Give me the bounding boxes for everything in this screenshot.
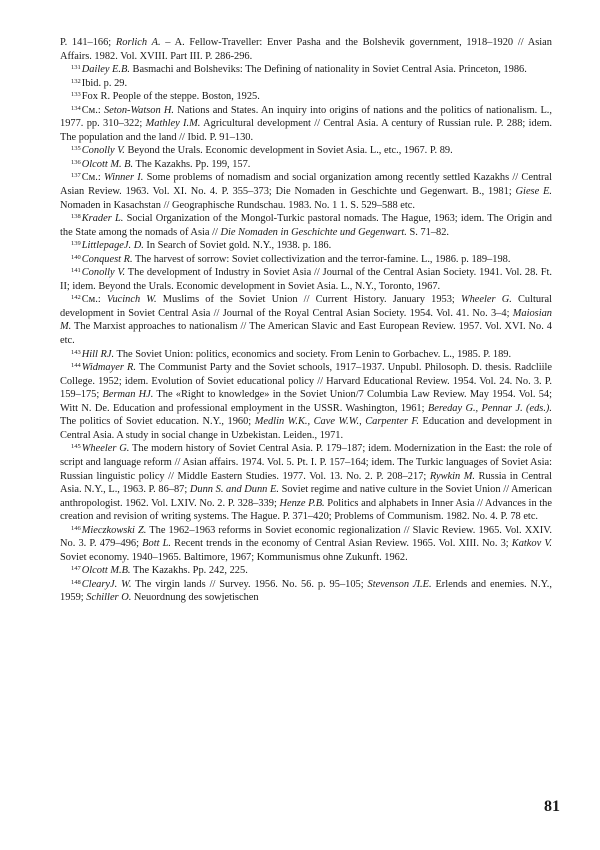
footnote <box>60 524 552 565</box>
footnote <box>60 578 552 605</box>
footnote-author: Katkov V. <box>511 538 552 550</box>
footnote-text: The 1962–1963 reforms in Soviet economic regionalization // Slavic Review. 1965. Vol. XXIV. No. 3. P. 479–496; <box>60 524 552 550</box>
footnote <box>60 293 552 347</box>
footnote-author: Schiller O. <box>86 592 132 604</box>
footnote-text: См.: <box>81 172 105 184</box>
footnote-text: Neuordnung des sowjetischen <box>131 592 259 604</box>
footnotes-page <box>60 36 552 605</box>
footnote-author: Wheeler G. <box>81 443 130 455</box>
footnote <box>60 144 552 158</box>
footnote-text: Erlends and enemies. N.Y., 1959; <box>60 578 552 604</box>
footnote-text: The Communist Party and the Soviet schools, 1917–1937. Unpubl. Philosoph. D. thesis. Radcliile College. 1952; idem. Evolution of Soviet educational policy // Harvard Educational Review. 1954. Vol. 24. No. 3. P. 159–175; <box>60 362 552 401</box>
footnote-author: Rywkin M. <box>429 470 476 482</box>
footnote-text: The harvest of sorrow: Soviet collectivization and the terror-famine. L., 1986. p. 189–198. <box>132 253 511 265</box>
footnote-text: Education and development in Central Asia. A study in social change in Uzbekistan. Leiden., 1971. <box>60 416 552 441</box>
footnote-author: Widmayer R. <box>81 362 136 374</box>
footnote-text: См.: <box>81 294 107 306</box>
footnote-author: Winner I. <box>104 172 144 184</box>
footnote-number: 134 <box>71 104 81 112</box>
footnote-number: 131 <box>71 64 81 72</box>
footnote-author: Dunn S. and Dunn E. <box>189 484 279 496</box>
footnote-author: Olcott M.B. <box>81 565 131 577</box>
footnote-number: 140 <box>71 253 81 261</box>
footnote-number: 145 <box>71 443 81 451</box>
page-number: 81 <box>544 798 560 815</box>
footnote-author: Giese E. <box>515 186 552 198</box>
footnote <box>60 171 552 212</box>
footnote-text: См.: <box>81 104 104 116</box>
footnote-author: Die Nomaden in Geschichte und Gegenwart. <box>220 226 407 238</box>
footnote-author: LittlepageJ. D. <box>81 240 144 252</box>
footnote-list <box>60 36 552 605</box>
footnote-author: Conolly V. <box>81 145 125 157</box>
footnote-text: Nomaden in Kasachstan // Geographische Rundschau. 1983. No. 1 1. S. 529–588 etc. <box>60 199 415 211</box>
footnote-text: Soviet economy. 1940–1965. Baltimore, 1967; Kommunismus ohne Zukunft. 1962. <box>60 551 408 563</box>
footnote-text: The Kazakhs. Pp. 242, 225. <box>130 565 248 577</box>
footnote <box>60 104 552 145</box>
footnote-number: 141 <box>71 267 81 275</box>
footnote-text: Ibid. p. 29. <box>81 77 128 89</box>
footnote <box>60 239 552 253</box>
footnote-number: 139 <box>71 240 81 248</box>
footnote-text: The Soviet Union: politics, economics and society. From Lenin to Gorbachev. L., 1985. P. 189. <box>114 348 512 360</box>
footnote-author: Olcott M. B. <box>81 158 134 170</box>
footnote-text: The modern history of Soviet Central Asia. P. 179–187; idem. Modernization in the East: the role of script and language reform // Asian affairs. 1974. Vol. 5. Pt. I. P. 157–164; idem. The Turkic languages of Soviet Asia: Russian linguistic policy // Middle Eastern Studies. 1977. Vol. 13. No. 2. P. 208–217; <box>60 443 552 482</box>
footnote <box>60 212 552 239</box>
footnote-text: The «Right to knowledge» in the Soviet Union/7 Columbia Law Review. May 1954. Vol. 54; Witt N. De. Education and professional employment in the USSR. Washington, 1961; <box>60 389 552 414</box>
footnote-text: The development of Industry in Soviet Asia // Journal of the Central Asian Society. 1941. Vol. 28. Ft. II; idem. Beyond the Urals. Economic development in Soviet Asia. L., N.Y., Toronto, 1967. <box>60 267 552 292</box>
footnote-author: Maiosian M. <box>60 307 552 333</box>
footnote-text: Politics and alphabets in Inner Asia // Advances in the creation and revision of writing systems. The Hague. P. 371–420; Problems of Communism. 1982. No. 4. P. 78 etc. <box>60 497 552 523</box>
footnote-text: Soviet regime and native culture in the Soviet Union // American anthropologist. 1962. Vol. LXIV. No. 2. P. 328–339; <box>60 484 552 509</box>
footnote-text: Social Organization of the Mongol-Turkic pastoral nomads. The Hague, 1963; idem. The Origin and the State among the nomads of Asia // <box>60 213 552 238</box>
footnote-text: Fox R. People of the steppe. Boston, 1925. <box>81 91 260 103</box>
footnote-number: 136 <box>71 158 81 166</box>
footnote-author: Dailey E.B. <box>81 64 130 76</box>
footnote-text: Some problems of nomadism and social organization among recently settled Kazakhs // Central Asian Review. 1963. Vol. XI. No. 4. P. 355–373; Die Nomaden in Geschichte und Gegenwart. B., 1981; <box>60 172 553 198</box>
footnote <box>60 564 552 578</box>
footnote <box>60 90 552 104</box>
footnote-text: Beyond the Urals. Economic development in Soviet Asia. L., etc., 1967. P. 89. <box>124 145 453 157</box>
footnote-text: Cultural development in Soviet Central Asia // Journal of the Royal Central Asian Society. 1954. Vol. 41. No. 3–4; <box>60 294 553 319</box>
footnote-number: 147 <box>71 565 81 573</box>
footnote-author: Krader L. <box>81 213 124 225</box>
footnote-text: The Kazakhs. Pp. 199, 157. <box>133 158 251 170</box>
footnote-number: 148 <box>71 578 81 586</box>
footnote-author: Mieczkowski Z. <box>81 524 147 536</box>
footnote-text: P. 141–166; <box>60 37 116 48</box>
footnote-author: Rorlich A. <box>115 37 161 48</box>
footnote-text: Nations and States. An inquiry into origins of nations and the politics of nationalism. L., 1977. pp. 310–322; <box>60 104 552 130</box>
footnote-text: The Marxist approaches to nationalism // The American Slavic and East European Review. 1957. Vol. XVI. No. 4 etc. <box>60 321 552 347</box>
footnote-text: In Search of Soviet gold. N.Y., 1938. p. 186. <box>143 240 332 252</box>
footnote-text: Recent trends in the economy of Central Asian Review. 1965. Vol. XIII. No. 3; <box>171 538 512 550</box>
footnote-author: Seton-Watson H. <box>103 104 174 116</box>
footnote-number: 146 <box>71 524 81 532</box>
footnote <box>60 77 552 91</box>
footnote-author: Conolly V. <box>81 267 126 279</box>
footnote-text: S. 71–82. <box>406 226 450 238</box>
footnote-text: – A. Fellow-Traveller: Enver Pasha and the Bolshevik government, 1918–1920 // Asian Affairs. 1982. Vol. XVIII. Part III. P. 286-296. <box>60 37 552 62</box>
footnote <box>60 158 552 172</box>
footnote-number: 135 <box>71 145 81 153</box>
footnote-number: 133 <box>71 91 81 99</box>
footnote-author: Medlin W.K., Cave W.W., Carpenter F. <box>254 416 420 428</box>
footnote-author: Hill RJ. <box>81 348 115 360</box>
footnote-author: Stevenson Л.E. <box>367 578 432 590</box>
footnote-author: Mathley I.M. <box>145 118 201 130</box>
footnote <box>60 348 552 362</box>
footnote-text: Basmachi and Bolsheviks: The Defining of nationality in Soviet Central Asia. Princeton, 1986. <box>129 64 527 76</box>
footnote <box>60 253 552 267</box>
footnote <box>60 442 552 523</box>
footnote <box>60 266 552 293</box>
footnote-number: 132 <box>71 77 81 85</box>
footnote-author: ClearyJ. W. <box>81 578 132 590</box>
footnote-text: Agricultural development // Central Asia. A century of Russian rule. P. 288; idem. The population and the land // Ibid. P. 91–130. <box>60 118 552 143</box>
footnote-author: Henze P.B. <box>279 497 325 509</box>
footnote-text: The virgin lands // Survey. 1956. No. 56. p. 95–105; <box>131 578 368 590</box>
footnote <box>60 36 552 63</box>
footnote-number: 142 <box>71 294 81 302</box>
footnote-author: Bereday G., Pennar J. (eds.). <box>427 402 552 414</box>
footnote-number: 137 <box>71 172 81 180</box>
footnote <box>60 63 552 77</box>
footnote-number: 138 <box>71 213 81 221</box>
footnote-author: Vucinch W. <box>106 294 157 306</box>
footnote-text: Muslims of the Soviet Union // Current History. January 1953; <box>156 294 461 306</box>
footnote-text: The politics of Soviet education. N.Y., 1960; <box>60 416 255 428</box>
footnote <box>60 361 552 442</box>
footnote-author: Berman HJ. <box>102 389 154 401</box>
footnote-author: Conquest R. <box>81 253 133 265</box>
footnote-number: 144 <box>71 362 81 370</box>
footnote-author: Wheeler G. <box>460 294 512 306</box>
footnote-author: Bott L. <box>142 538 172 550</box>
footnote-text: Russia in Central Asia. N.Y., L., 1963. P. 86–87; <box>60 470 553 496</box>
footnote-number: 143 <box>71 348 81 356</box>
